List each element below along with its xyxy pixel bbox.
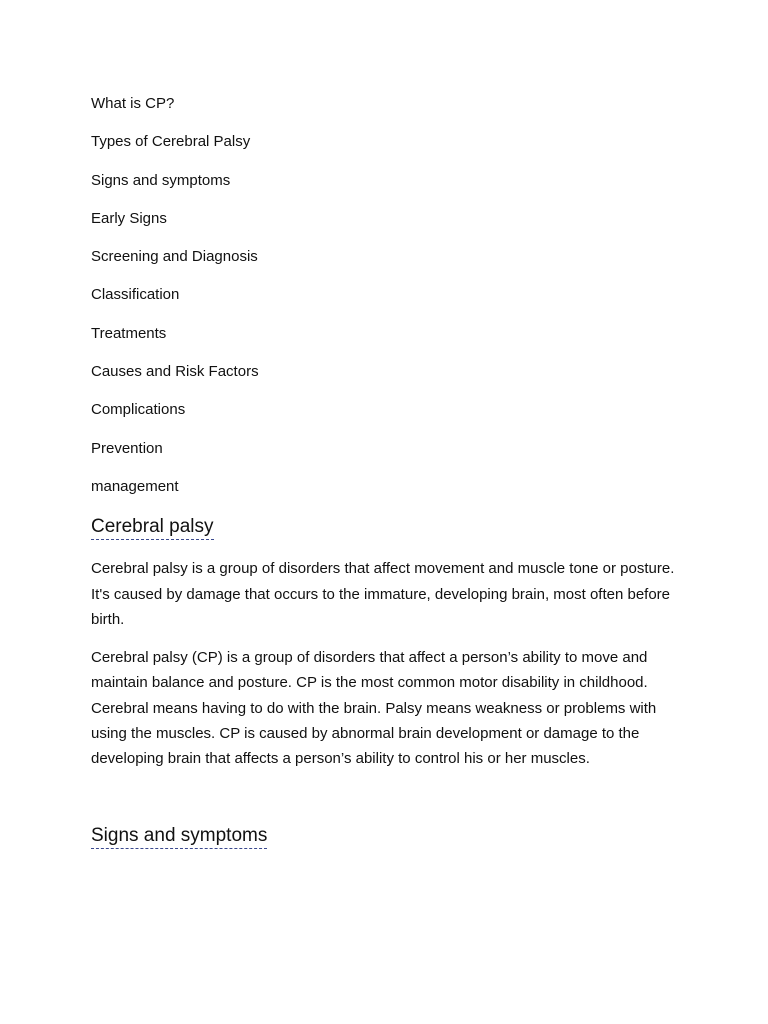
- toc-item-what-is-cp: What is CP?: [91, 95, 175, 112]
- toc-item-signs-symptoms: Signs and symptoms: [91, 171, 231, 189]
- signs-symptoms-heading-wrap: [91, 824, 678, 850]
- toc-item-prevention: Prevention: [91, 439, 163, 457]
- toc-item-screening-diagnosis: Screening and Diagnosis: [91, 248, 258, 266]
- toc-item-early-signs: Early Signs: [91, 209, 167, 227]
- cerebral-palsy-heading: Cerebral palsy: [91, 515, 214, 540]
- cerebral-palsy-heading-wrap: [91, 515, 678, 541]
- toc-item-complications: Complications: [91, 401, 186, 419]
- toc-item-types: Types of Cerebral Palsy: [91, 133, 251, 151]
- signs-symptoms-heading: Signs and symptoms: [91, 824, 267, 849]
- toc-item-management: management: [91, 477, 179, 495]
- table-of-contents: [91, 94, 678, 497]
- toc-item-classification: Classification: [91, 286, 180, 304]
- toc-item-treatments: Treatments: [91, 324, 167, 342]
- toc-item-causes-risk-factors: Causes and Risk Factors: [91, 363, 259, 381]
- cerebral-palsy-paragraph-1: Cerebral palsy is a group of disorders that affect movement and muscle tone or posture. It's caused by damage that occurs to the immature, developing brain, most often before birth.: [91, 560, 675, 628]
- cerebral-palsy-paragraph-2: Cerebral palsy (CP) is a group of disorders that affect a person’s ability to move and maintain balance and posture. CP is the most common motor disability in childhood. Cerebral means having to do with the brain. Palsy means weakness or problems with using the muscles. CP is caused by abnormal brain development or damage to the developing brain that affects a person’s ability to control his or her muscles.: [91, 649, 657, 768]
